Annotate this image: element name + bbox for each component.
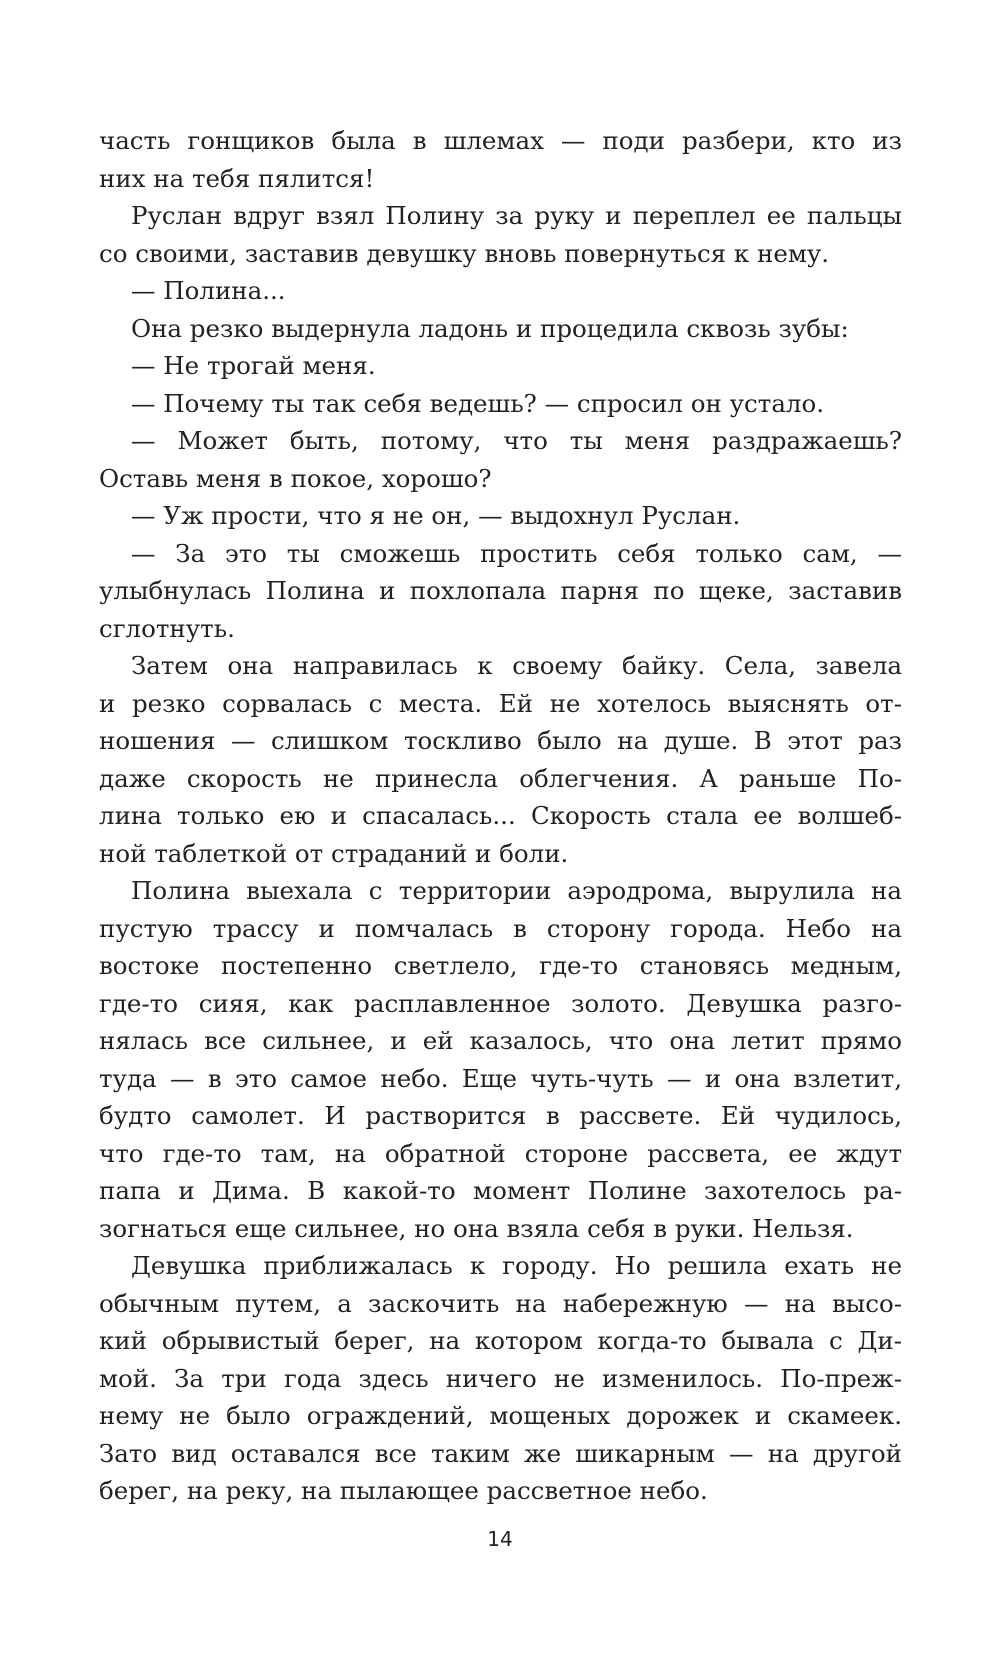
text-line: — Почему ты так себя ведешь? — спросил он устало.: [131, 388, 825, 418]
text-line: папа и Дима. В какой-то момент Полине захотелось ра-: [99, 1176, 902, 1205]
text-line: и резко сорвалась с места. Ей не хотелось выяснять от-: [99, 688, 902, 718]
text-line: Зато вид оставался все таким же шикарным — на другой: [99, 1438, 902, 1468]
text-line: улыбнулась Полина и похлопала парня по щеке, заставив: [99, 576, 902, 605]
text-line: Руслан вдруг взял Полину за руку и переплел ее пальцы: [131, 201, 902, 230]
text-line: пустую трассу и помчалась в сторону города. Небо на: [99, 913, 902, 943]
text-line: туда — в это самое небо. Еще чуть-чуть — и она взлетит,: [99, 1063, 902, 1093]
text-line: Полина выехала с территории аэродрома, вырулила на: [131, 876, 902, 905]
text-line: нялась все сильнее, и ей казалось, что она летит прямо: [99, 1026, 902, 1055]
text-line: часть гонщиков была в шлемах — поди разбери, кто из: [99, 126, 902, 155]
text-line: зогнаться еще сильнее, но она взяла себя в руки. Нельзя.: [99, 1213, 854, 1243]
text-line: лина только ею и спасалась... Скорость стала ее волшеб-: [99, 801, 902, 830]
text-line: кий обрывистый берег, на котором когда-то бывала с Ди-: [99, 1326, 902, 1355]
text-line: — Может быть, потому, что ты меня раздражаешь?: [131, 426, 902, 455]
text-line: Затем она направилась к своему байку. Села, завела: [131, 651, 902, 680]
text-line: будто самолет. И растворится в рассвете. Ей чудилось,: [99, 1101, 902, 1130]
text-line: обычным путем, а заскочить на набережную — на высо-: [99, 1288, 902, 1318]
text-line: где-то сияя, как расплавленное золото. Девушка разго-: [99, 988, 902, 1018]
text-line: — Не трогай меня.: [131, 351, 376, 380]
text-line: Оставь меня в покое, хорошо?: [99, 463, 492, 493]
text-line: Она резко выдернула ладонь и процедила сквозь зубы:: [131, 313, 849, 343]
text-line: Девушка приближалась к городу. Но решила ехать не: [131, 1251, 902, 1280]
text-line: даже скорость не принесла облегчения. А раньше По-: [99, 763, 902, 793]
text-line: востоке постепенно светлело, где-то становясь медным,: [99, 951, 902, 980]
text-line: со своими, заставив девушку вновь повернуться к нему.: [99, 238, 830, 268]
text-line: ношения — слишком тоскливо было на душе. В этот раз: [99, 726, 902, 755]
text-line: — За это ты сможешь простить себя только сам, —: [131, 538, 902, 568]
text-line: — Уж прости, что я не он, — выдохнул Руслан.: [131, 501, 741, 530]
text-line: нему не было ограждений, мощеных дорожек и скамеек.: [99, 1401, 902, 1430]
text-line: что где-то там, на обратной стороне рассвета, ее ждут: [99, 1138, 902, 1168]
text-line: — Полина...: [131, 276, 286, 305]
body-text: [99, 122, 902, 1510]
page-number: 14: [487, 1527, 513, 1551]
text-line: сглотнуть.: [99, 613, 235, 643]
text-line: берег, на реку, на пылающее рассветное небо.: [99, 1476, 708, 1505]
text-line: ной таблеткой от страданий и боли.: [99, 838, 569, 868]
text-line: них на тебя пялится!: [99, 163, 375, 193]
text-line: мой. За три года здесь ничего не изменилось. По-преж-: [99, 1363, 902, 1393]
